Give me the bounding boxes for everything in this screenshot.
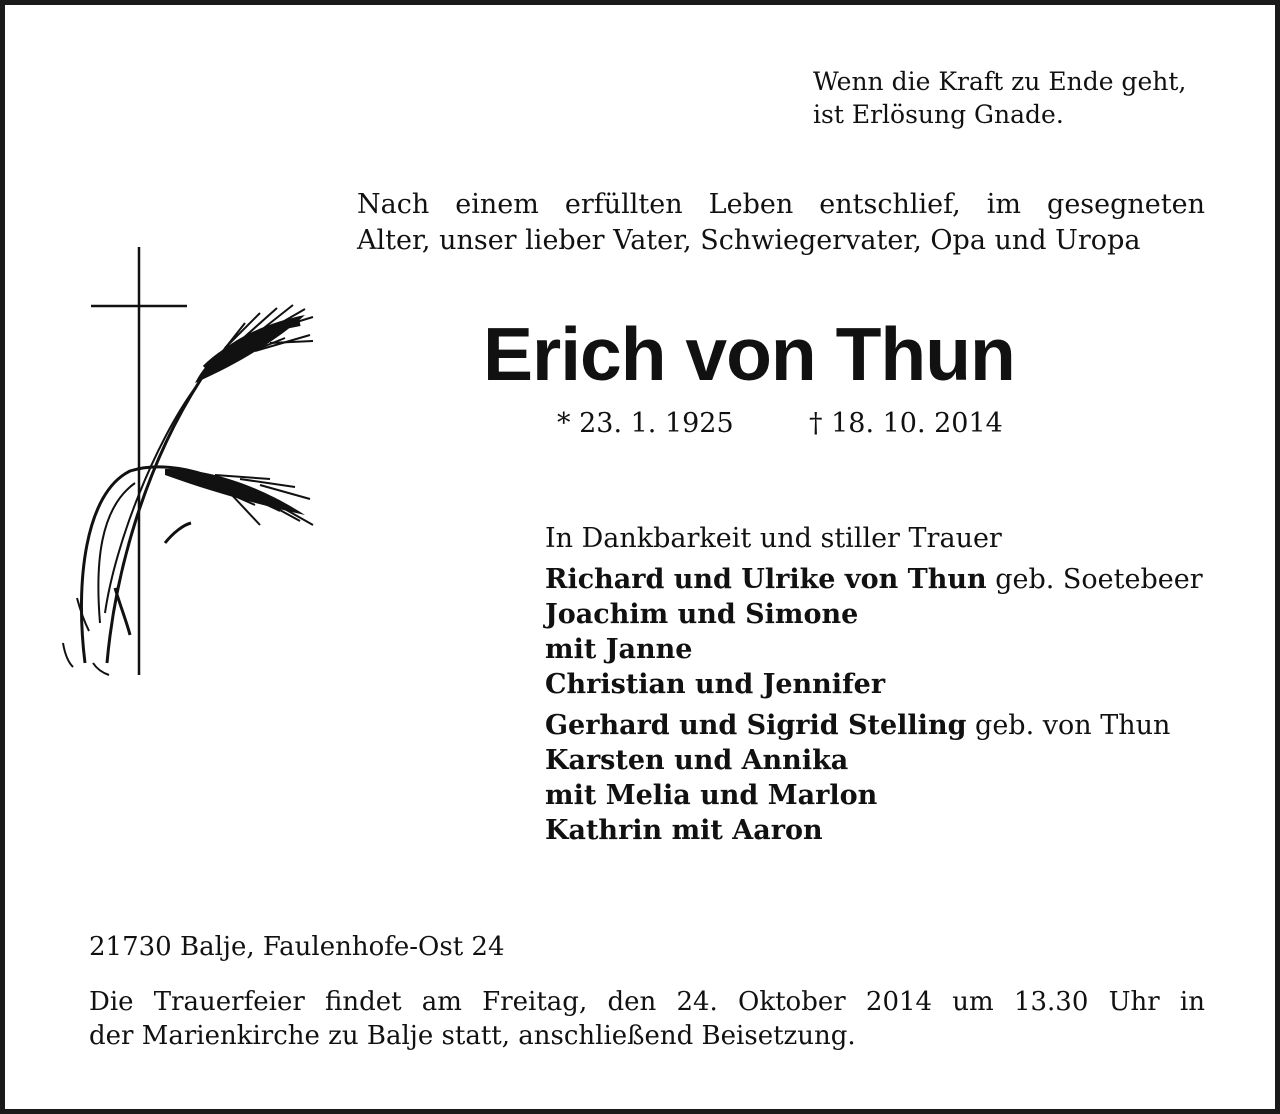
- cross-with-wheat-icon: [55, 243, 325, 683]
- family-head-note: geb. von Thun: [975, 710, 1171, 741]
- family-member: Kathrin mit Aaron: [545, 815, 823, 846]
- mourners-list: [545, 521, 1245, 854]
- mourning-lead: In Dankbarkeit und stiller Trauer: [545, 523, 1002, 554]
- family-group-2: [545, 708, 1245, 848]
- address: 21730 Balje, Faulenhofe-Ost 24: [89, 932, 505, 962]
- service-line-2: der Marienkirche zu Balje statt, anschließend Beisetzung.: [89, 1021, 856, 1051]
- family-head-row: [545, 562, 1245, 597]
- family-head: Gerhard und Sigrid Stelling: [545, 710, 967, 741]
- funeral-service-notice: [89, 985, 1205, 1053]
- death-date: † 18. 10. 2014: [809, 408, 1003, 439]
- family-head: Richard und Ulrike von Thun: [545, 564, 987, 595]
- intro-line-1: Nach einem erfüllten Leben entschlief, im gesegneten: [357, 189, 1205, 220]
- motto-line-2: ist Erlösung Gnade.: [813, 100, 1064, 129]
- family-member: Karsten und Annika: [545, 745, 849, 776]
- deceased-name: Erich von Thun: [483, 312, 1015, 396]
- family-group-1: [545, 562, 1245, 702]
- intro-line-2: Alter, unser lieber Vater, Schwiegervater, Opa und Uropa: [357, 225, 1141, 256]
- family-head-note: geb. Soetebeer: [995, 564, 1203, 595]
- motto: [813, 65, 1213, 131]
- service-line-1: Die Trauerfeier findet am Freitag, den 24. Oktober 2014 um 13.30 Uhr in: [89, 987, 1205, 1017]
- family-member: Joachim und Simone: [545, 599, 859, 630]
- family-member: mit Melia und Marlon: [545, 780, 878, 811]
- birth-date: * 23. 1. 1925: [557, 408, 734, 439]
- family-member: Christian und Jennifer: [545, 669, 886, 700]
- motto-line-1: Wenn die Kraft zu Ende geht,: [813, 67, 1187, 96]
- family-head-row: [545, 708, 1245, 743]
- family-member: mit Janne: [545, 634, 693, 665]
- intro-text: [357, 187, 1205, 259]
